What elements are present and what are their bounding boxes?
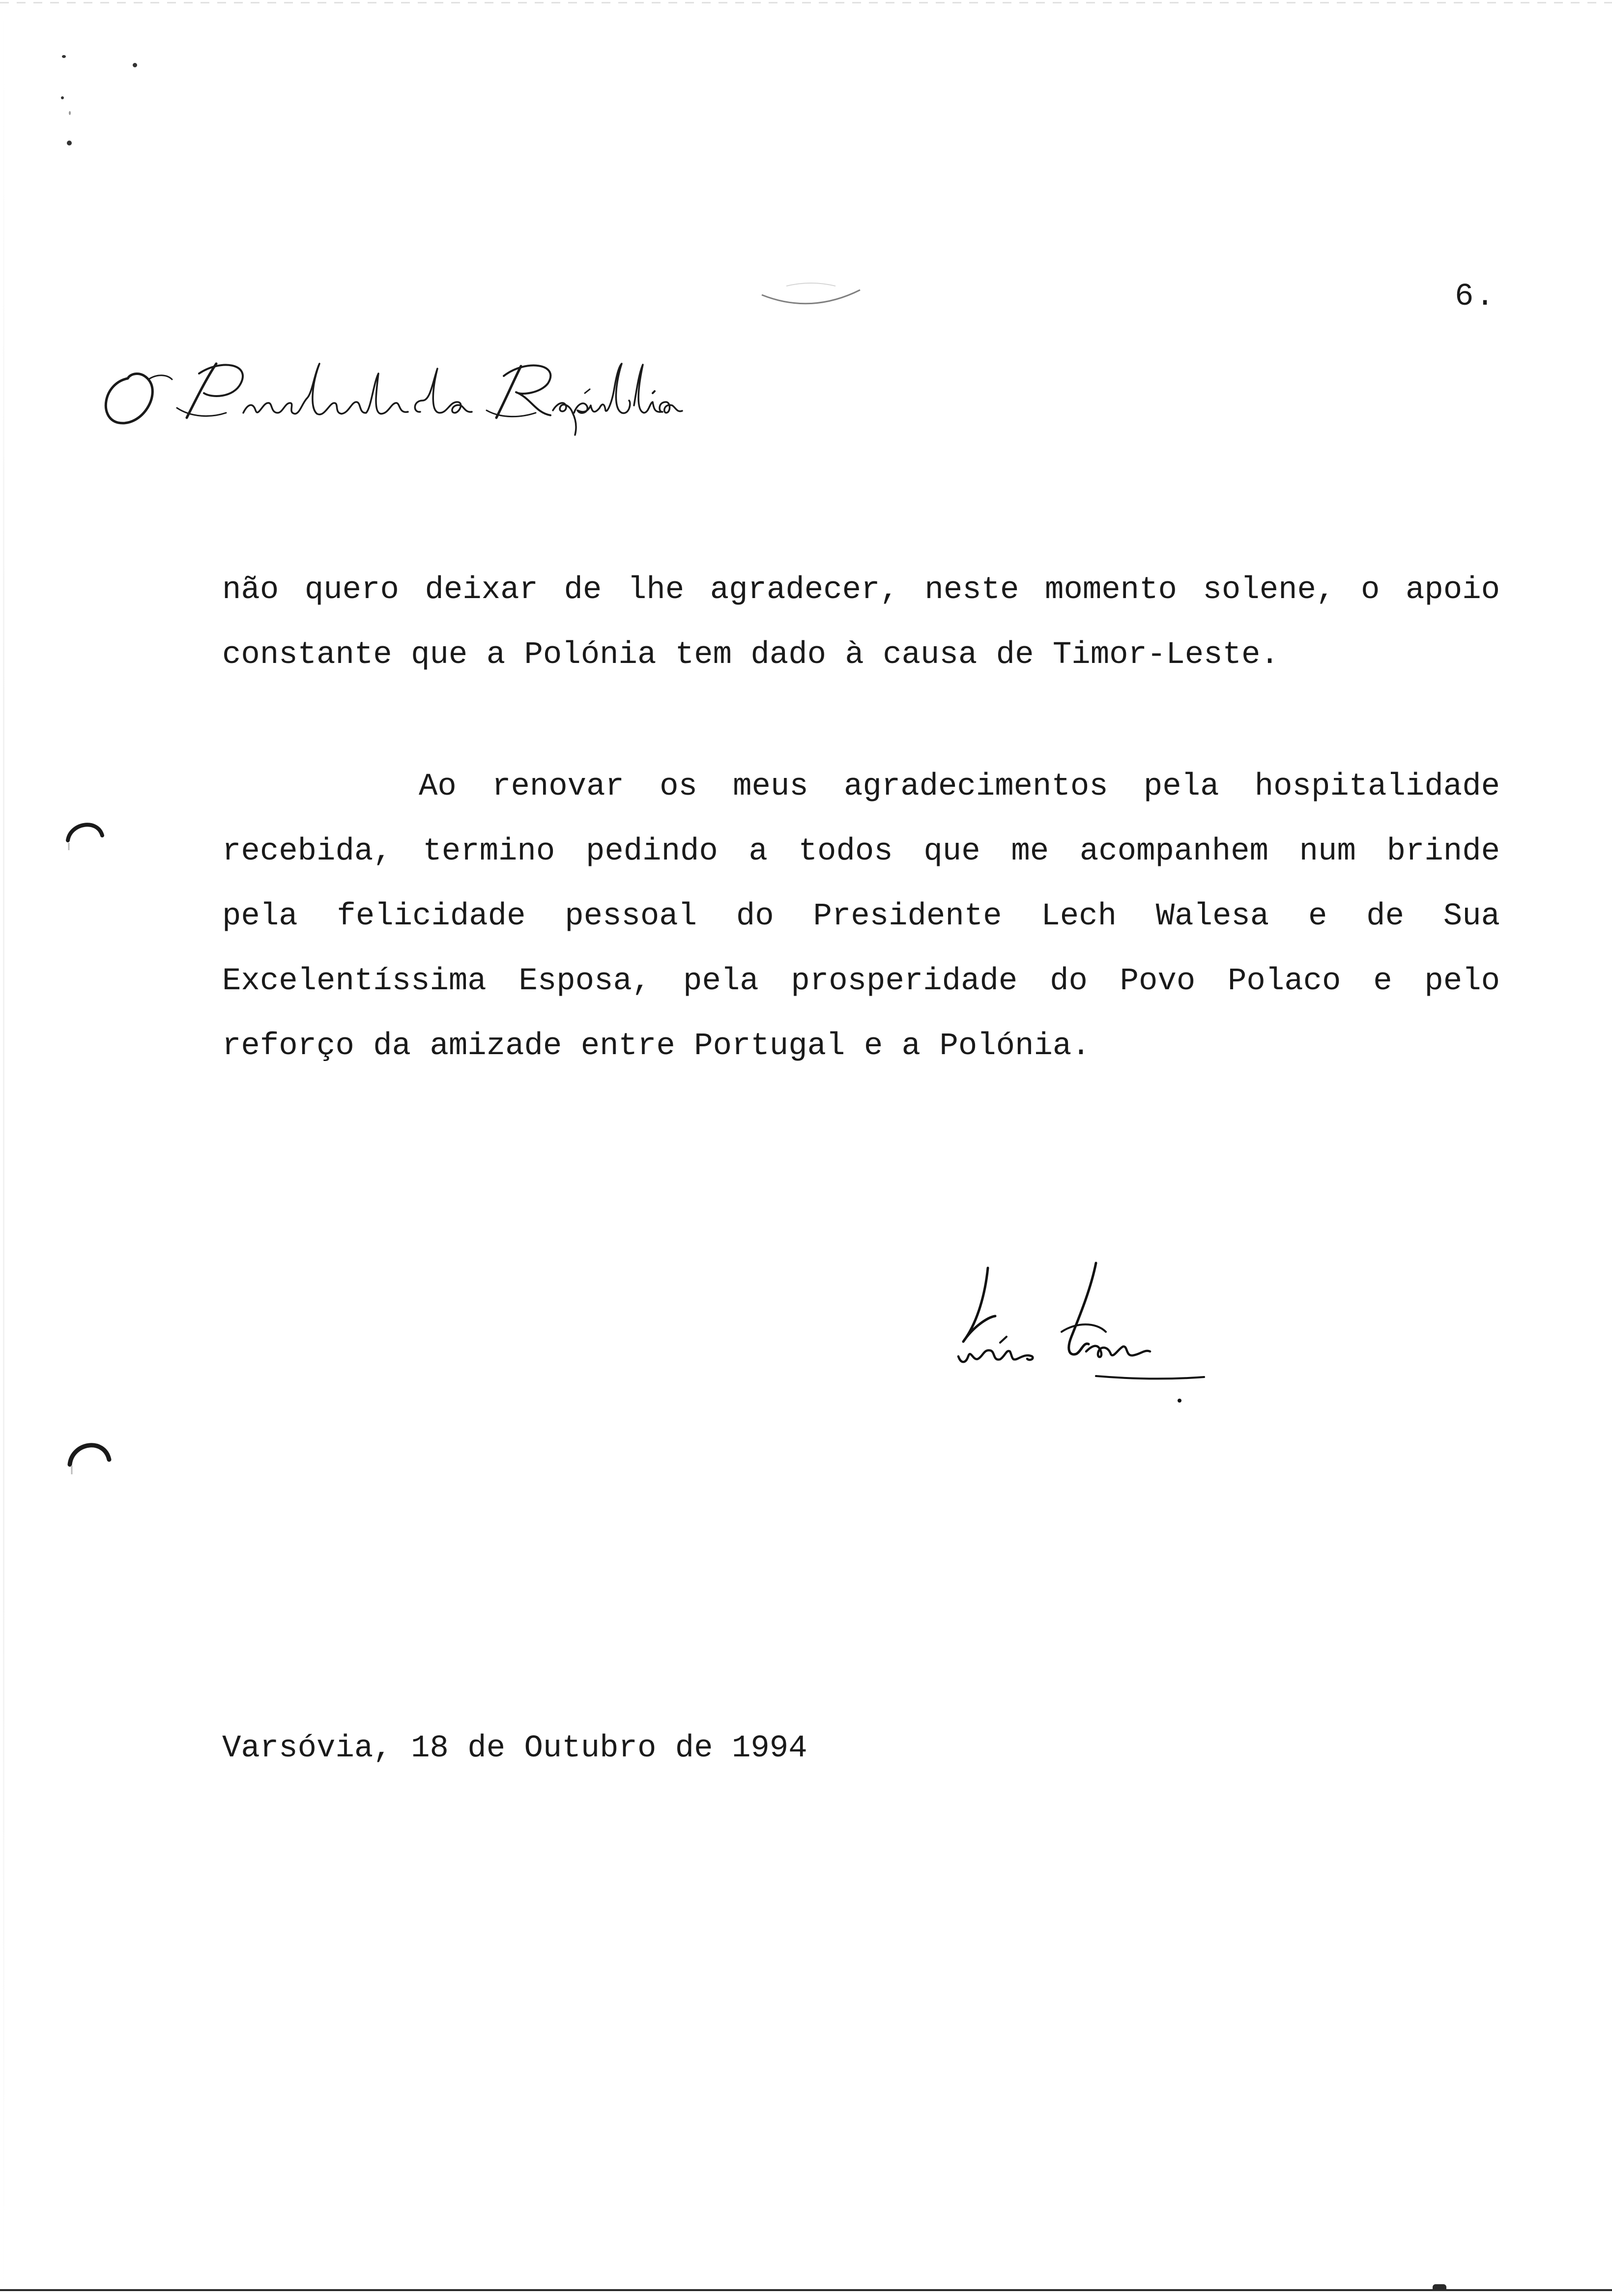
scan-speck <box>69 111 71 115</box>
scan-bottom-mark <box>1433 2284 1446 2290</box>
text-line: reforço da amizade entre Portugal e a Polónia. <box>222 1029 1091 1064</box>
paragraph-2 <box>222 754 1500 1079</box>
text-line: Excelentíssima Esposa, pela prosperidade do Povo Polaco e pelo <box>222 964 1500 999</box>
faint-stamp-mark <box>757 275 865 315</box>
text-line: Ao renovar os meus agradecimentos pela hospitalidade <box>419 769 1500 804</box>
text-line-indented <box>222 754 1500 819</box>
place-and-date: Varsóvia, 18 de Outubro de 1994 <box>222 1731 807 1766</box>
scan-speck <box>133 63 137 67</box>
text-line: recebida, termino pedindo a todos que me acompanhem num brinde <box>222 834 1500 869</box>
scan-speck <box>62 55 66 58</box>
scan-speck <box>67 141 72 145</box>
page-number: 6. <box>1455 279 1497 315</box>
scan-left-edge <box>3 0 4 2296</box>
text-line: pela felicidade pessoal do Presidente Lech Walesa e de Sua <box>222 899 1500 934</box>
text-line: constante que a Polónia tem dado à causa de Timor-Leste. <box>222 637 1279 673</box>
text-line: não quero deixar de lhe agradecer, neste momento solene, o apoio <box>222 573 1500 608</box>
scan-top-edge <box>0 2 1612 3</box>
scan-bottom-edge <box>0 2289 1612 2291</box>
scan-speck <box>61 96 64 99</box>
presidential-letterhead <box>93 344 683 437</box>
paragraph-1 <box>222 558 1500 688</box>
margin-clip-mark <box>63 816 107 855</box>
paragraph-indent <box>222 754 419 819</box>
handwritten-signature <box>949 1258 1243 1415</box>
margin-clip-mark <box>65 1435 114 1479</box>
